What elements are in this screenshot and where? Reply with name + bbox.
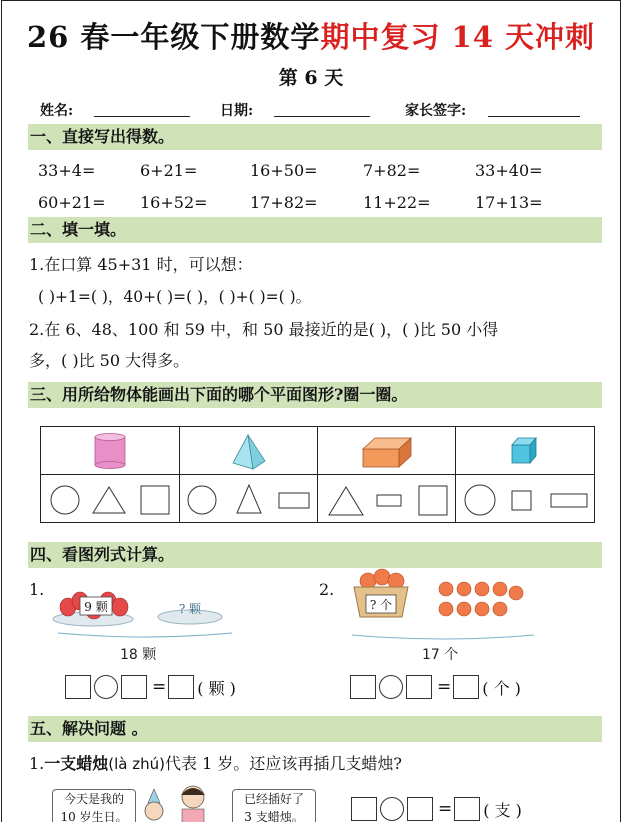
answer-box[interactable] — [407, 797, 433, 821]
picture-problem-2-number: 2. — [319, 580, 335, 599]
worksheet-page — [1, 0, 621, 822]
problem: 33+4= — [38, 161, 96, 180]
day-label: 第 6 天 — [278, 67, 344, 89]
problem: 17+82= — [250, 193, 318, 212]
square-choice[interactable] — [419, 486, 447, 515]
operator-circle[interactable] — [379, 675, 403, 699]
square-choice[interactable] — [512, 491, 531, 510]
speech-bubble-right: 已经插好了 3 支蜡烛。 — [232, 789, 316, 822]
problem: 33+40= — [475, 161, 543, 180]
answer-box[interactable] — [65, 675, 91, 699]
question-number: 1. — [29, 754, 45, 773]
circle-choice[interactable] — [188, 486, 216, 514]
name-field[interactable] — [94, 116, 190, 117]
title-black-part: 26 春一年级下册数学 — [26, 20, 321, 54]
fill-question-2-line-1: 2.在 6、48、100 和 59 中，和 50 最接近的是( )，( )比 50 小得 — [29, 320, 499, 339]
problem: 16+50= — [250, 161, 318, 180]
speech-bubble-left: 今天是我的 10 岁生日。 — [52, 789, 136, 822]
plate-right-label: ? 颗 — [178, 602, 202, 616]
shapes-table — [40, 426, 595, 523]
cylinder-icon — [95, 434, 125, 469]
triangle-choice[interactable] — [329, 487, 363, 515]
unit-label: ( 支 ) — [483, 800, 522, 820]
fill-question-2-line-2: 多，( )比 50 大得多。 — [29, 351, 190, 370]
problem-1-equation: = ( 颗 ) — [65, 675, 239, 699]
problem: 6+21= — [140, 161, 198, 180]
rectangle-choice[interactable] — [551, 494, 587, 507]
date-label: 日期: — [220, 103, 254, 119]
title-red-part: 期中复习 14 天冲刺 — [320, 20, 595, 54]
unit-label: ( 颗 ) — [197, 678, 236, 698]
children-picture — [138, 779, 228, 822]
picture-problem-1-number: 1. — [29, 580, 45, 599]
basket-label: ? 个 — [369, 598, 393, 612]
question-text: 代表 1 岁。还应该再插几支蜡烛? — [165, 754, 402, 773]
operator-circle[interactable] — [380, 797, 404, 821]
pinyin: (là zhú) — [108, 755, 165, 773]
problem-1-total: 18 颗 — [120, 647, 157, 663]
fill-question-1: 1.在口算 45+31 时，可以想： — [29, 255, 253, 274]
cube-icon — [512, 438, 536, 463]
answer-box[interactable] — [351, 797, 377, 821]
date-field[interactable] — [274, 116, 370, 117]
problem: 60+21= — [38, 193, 106, 212]
answer-box[interactable] — [454, 797, 480, 821]
fill-question-1-blanks: ( )+1=( )，40+( )=( )，( )+( )=( )。 — [38, 288, 312, 306]
answer-box[interactable] — [406, 675, 432, 699]
circle-choice[interactable] — [51, 486, 79, 514]
section-3-heading: 三、用所给物体能画出下面的哪个平面图形?圈一圈。 — [28, 382, 602, 408]
section-1-heading: 一、直接写出得数。 — [28, 124, 602, 150]
rectangle-choice[interactable] — [377, 495, 401, 506]
section-5-heading: 五、解决问题 。 — [28, 716, 602, 742]
persimmon-basket-picture — [348, 567, 548, 645]
answer-box[interactable] — [121, 675, 147, 699]
answer-box[interactable] — [453, 675, 479, 699]
problem: 17+13= — [475, 193, 543, 212]
page-title — [2, 15, 620, 56]
square-choice[interactable] — [141, 486, 169, 514]
rectangle-choice[interactable] — [279, 493, 309, 508]
plate-left-label: 9 颗 — [84, 600, 108, 614]
triangle-choice[interactable] — [93, 487, 125, 513]
parent-sign-label: 家长签字: — [405, 103, 467, 119]
strawberry-plates-picture — [50, 579, 240, 643]
problem-2-total: 17 个 — [422, 647, 459, 663]
candle-word: 一支蜡烛 — [44, 754, 109, 773]
answer-box[interactable] — [350, 675, 376, 699]
problem: 11+22= — [363, 193, 431, 212]
problem: 16+52= — [140, 193, 208, 212]
problem: 7+82= — [363, 161, 421, 180]
circle-choice[interactable] — [465, 485, 495, 515]
operator-circle[interactable] — [94, 675, 118, 699]
pyramid-icon — [233, 435, 265, 469]
cuboid-icon — [363, 438, 411, 467]
answer-box[interactable] — [168, 675, 194, 699]
problem-5-equation: = ( 支 ) — [351, 797, 525, 821]
problem-5-1-text — [29, 751, 402, 774]
section-4-heading: 四、看图列式计算。 — [28, 542, 602, 568]
triangle-choice[interactable] — [237, 485, 261, 513]
unit-label: ( 个 ) — [482, 678, 521, 698]
parent-sign-field[interactable] — [488, 116, 580, 117]
section-2-heading: 二、填一填。 — [28, 217, 602, 243]
problem-2-equation: = ( 个 ) — [350, 675, 524, 699]
name-label: 姓名: — [40, 103, 74, 119]
